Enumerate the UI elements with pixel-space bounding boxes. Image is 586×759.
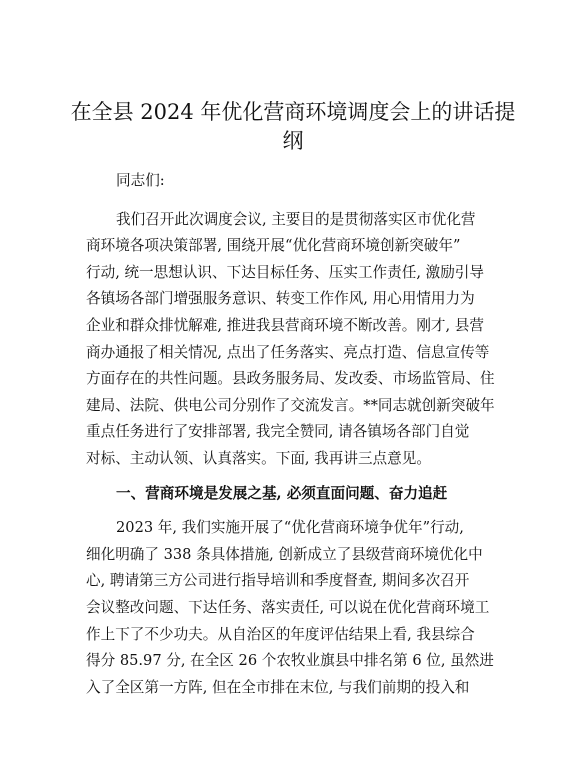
paragraph-line: 商环境各项决策部署, 围绕开展“优化营商环境创新突破年”: [86, 237, 461, 255]
paragraph-line: 作上下了不少功夫。从自治区的年度评估结果上看, 我县综合: [86, 625, 475, 643]
paragraph-line: 得分 85.97 分, 在全区 26 个农牧业旗县中排名第 6 位, 虽然进: [86, 652, 494, 670]
paragraph-line: 各镇场各部门增强服务意识、转变工作作风, 用心用情用力为: [86, 290, 475, 308]
title-line-1: 在全县 2024 年优化营商环境调度会上的讲话提: [70, 100, 516, 124]
salutation: 同志们:: [116, 172, 165, 189]
paragraph-line: 行动, 统一思想认识、下达目标任务、压实工作责任, 激励引导: [86, 263, 484, 281]
paragraph-line: 2023 年, 我们实施开展了“优化营商环境争优年”行动,: [116, 519, 464, 537]
paragraph-line: 企业和群众排忧解难, 推进我县营商环境不断改善。刚才, 县营: [86, 316, 484, 334]
paragraph-2: [86, 515, 501, 701]
document-title: [70, 98, 516, 156]
document-body: [86, 168, 501, 701]
paragraph-line: 方面存在的共性问题。县政务服务局、发改委、市场监管局、住: [86, 370, 495, 388]
paragraph-line: 心, 聘请第三方公司进行指导培训和季度督查, 期间多次召开: [86, 572, 470, 590]
paragraph-line: 入了全区第一方阵, 但在全市排在末位, 与我们前期的投入和: [86, 678, 470, 696]
paragraph-line: 细化明确了 338 条具体措施, 创新成立了县级营商环境优化中: [86, 545, 483, 563]
section-heading-1: 一、营商环境是发展之基, 必须直面问题、奋力追赶: [116, 484, 448, 502]
paragraph-line: 建局、法院、供电公司分别作了交流发言。**同志就创新突破年: [86, 396, 495, 414]
paragraph-line: 商办通报了相关情况, 点出了任务落实、亮点打造、信息宣传等: [86, 343, 490, 361]
paragraph-1: [86, 207, 501, 473]
paragraph-line: 重点任务进行了安排部署, 我完全赞同, 请各镇场各部门自觉: [86, 423, 470, 441]
paragraph-line: 会议整改问题、下达任务、落实责任, 可以说在优化营商环境工: [86, 598, 490, 616]
paragraph-line: 我们召开此次调度会议, 主要目的是贯彻落实区市优化营: [116, 210, 476, 228]
title-line-2: 纲: [282, 129, 304, 153]
paragraph-line: 对标、主动认领、认真落实。下面, 我再讲三点意见。: [86, 449, 431, 467]
